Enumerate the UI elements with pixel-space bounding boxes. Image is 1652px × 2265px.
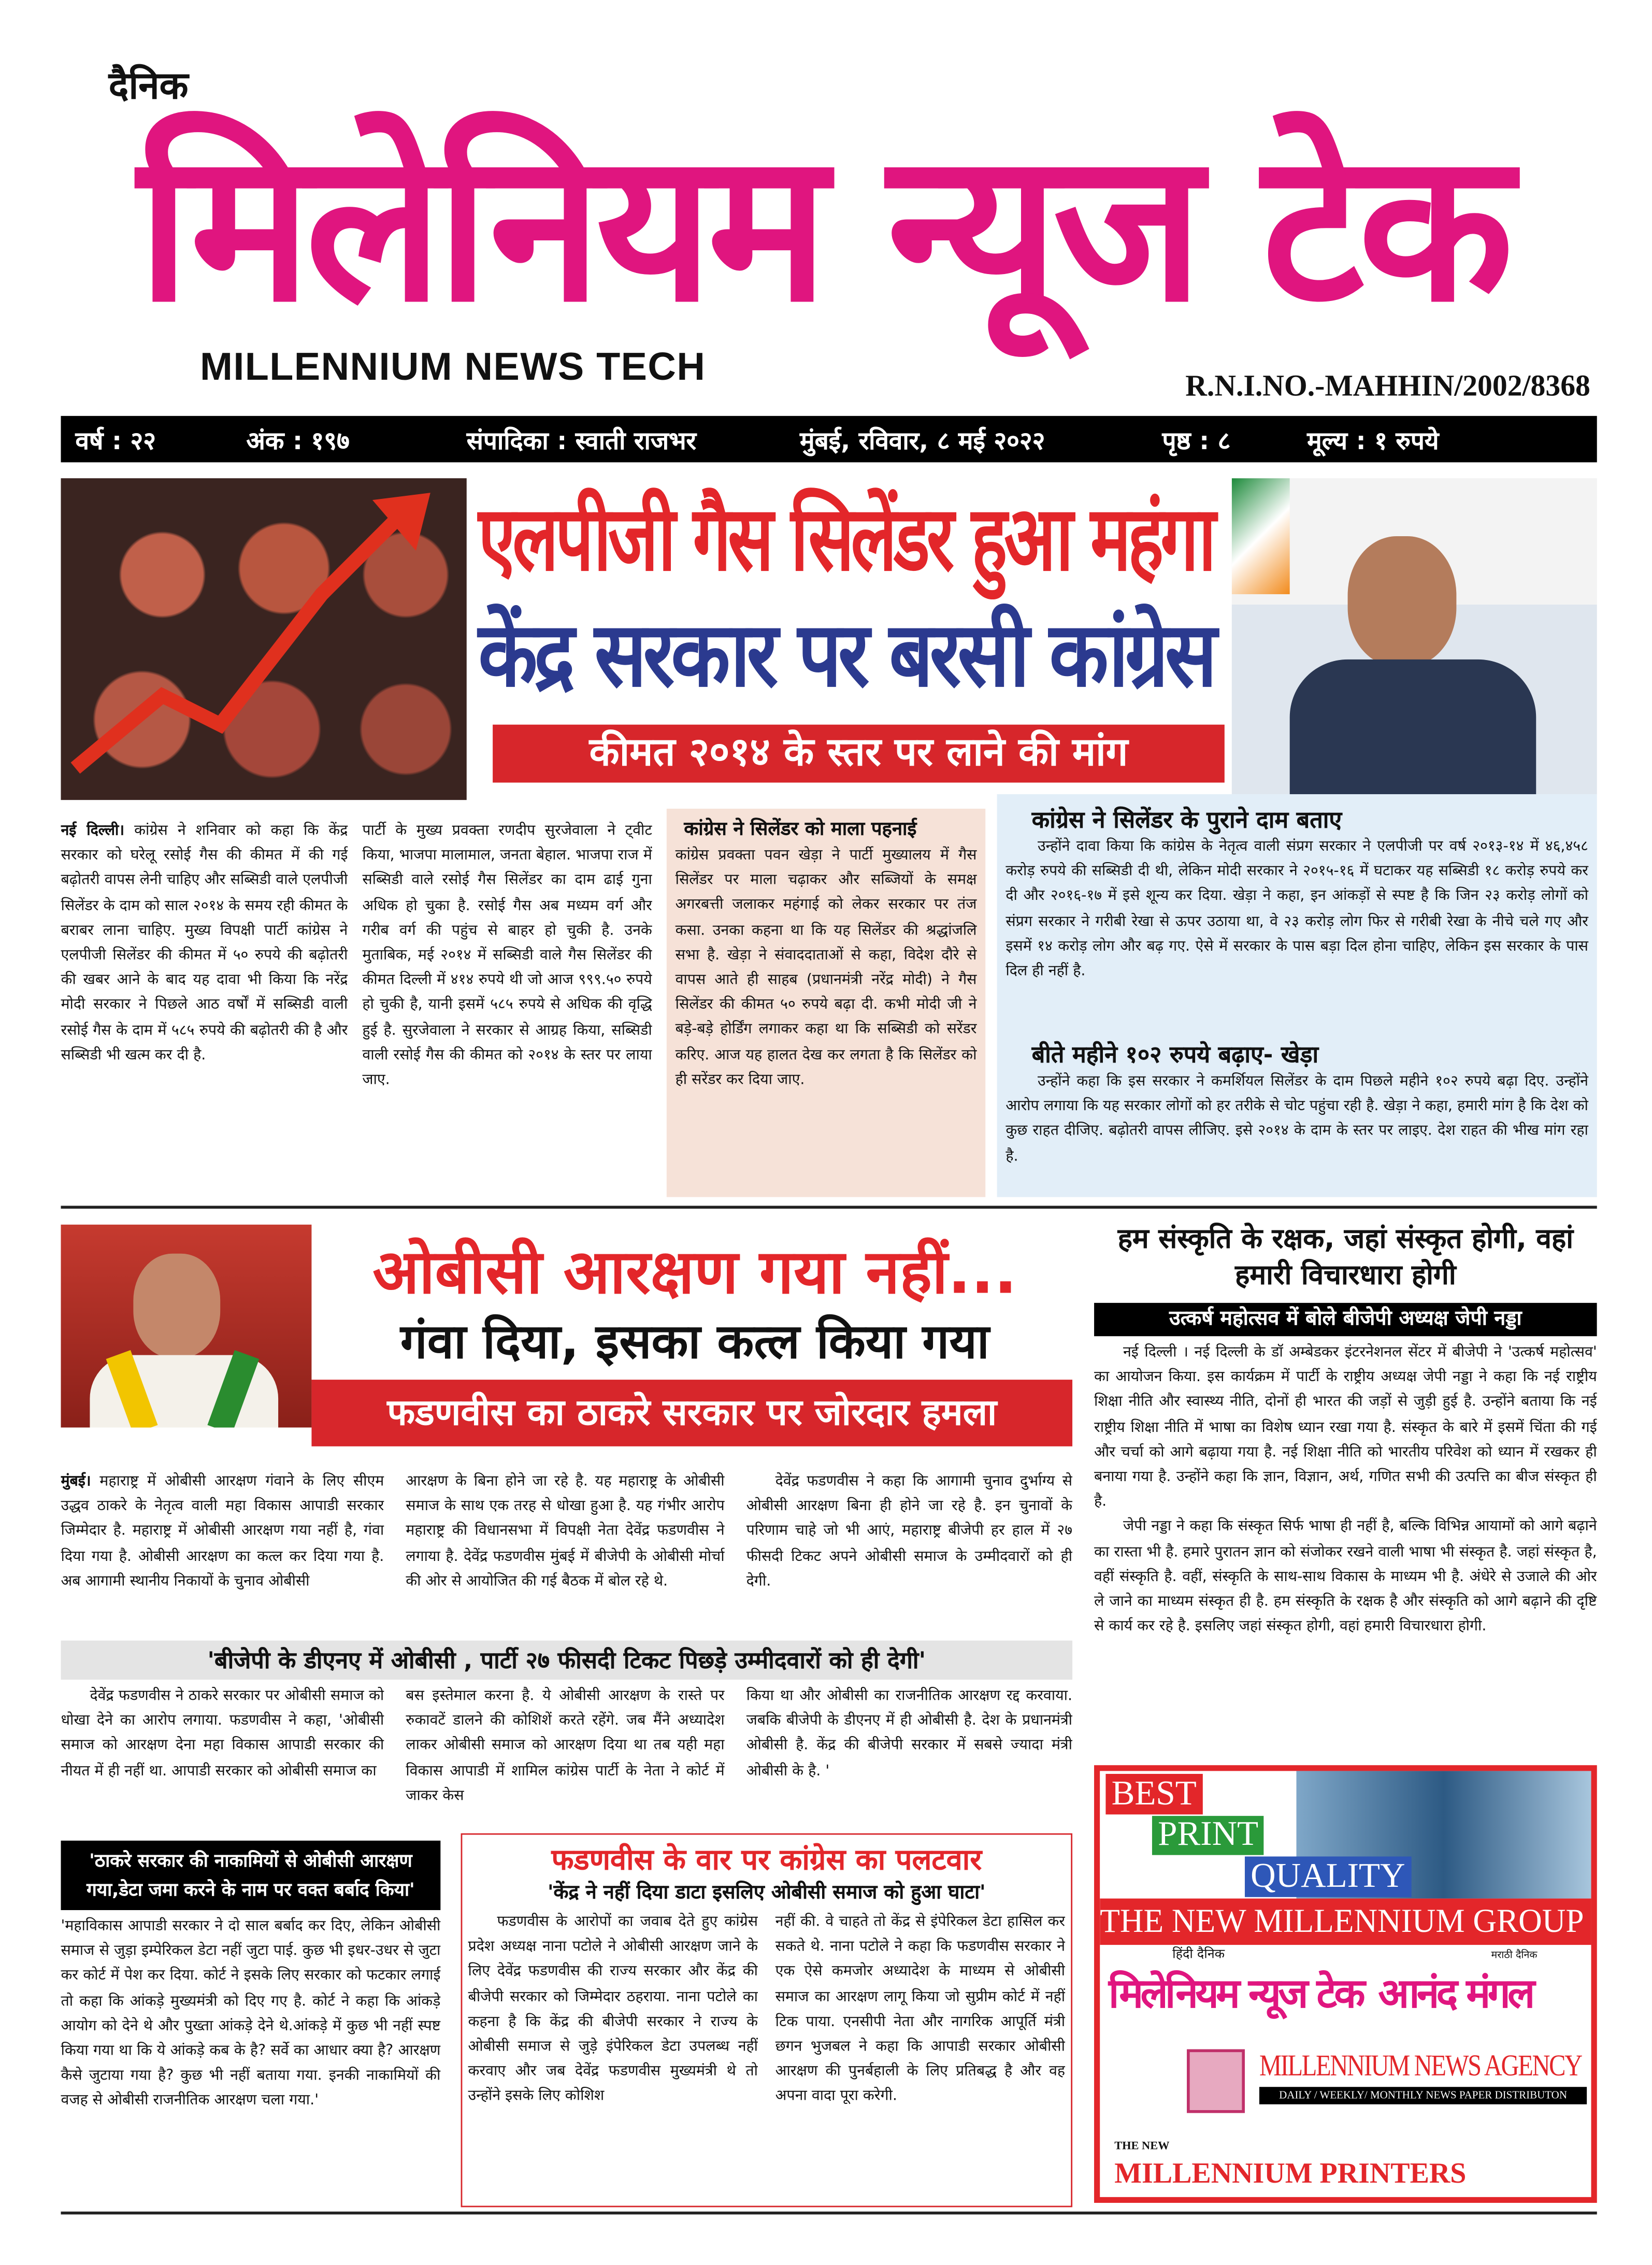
old-prices-sidebar [997,794,1597,1197]
masthead-daily-label: दैनिक [108,65,189,109]
fit-text: MILLENNIUM PRINTERS [1114,2158,1467,2190]
thackeray-box [61,1841,440,2206]
fit-text: 'केंद्र ने नहीं दिया डाटा इसलिए ओबीसी समाज को हुआ घाटा' [547,1881,986,1904]
old-prices-title [1032,803,1588,835]
congress-col1: फडणवीस के आरोपों का जवाब देते हुए कांग्रेस प्रदेश अध्यक्ष नाना पटोले ने ओबीसी आरक्षण जाने के लिए देवेंद्र फडणवीस की राज्य सरकार और केंद्र की बीजेपी सरकार को जिम्मेदार ठहराया. नाना पटोले का कहना है कि केंद्र की बीजेपी सरकार ने राज्य के ओबीसी समाज से जुड़े इंपेरिकल डेटा उपलब्ध नहीं करवाए और जब देवेंद्र फडणवीस मुख्यमंत्री थे तो उन्होंने इसके लिए कोशिश [468,1914,758,2105]
fit-text: THE NEW MILLENNIUM GROUP [1100,1902,1584,1939]
section-divider [61,1206,1597,1209]
page-count [1162,423,1293,456]
fit-text: केंद्र सरकार पर बरसी कांग्रेस [478,601,1214,708]
price [1307,423,1583,456]
garland-title [684,814,976,840]
congress-col2: नहीं की. वे चाहते तो केंद्र से इंपेरिकल डेटा हासिल कर सकते थे. नाना पटोले ने कहा कि फडणवीस सरकार ने एक ऐसे कमजोर अध्यादेश के माध्यम से ओबीसी समाज का आरक्षण लागू किया जो सुप्रीम कोर्ट में नहीं टिक पाया. एनसीपी नेता और नागरिक आपूर्ति मंत्री छगन भुजबल ने कहा कि आपाडी सरकार ओबीसी आरक्षण की पुनर्बहाली के लिए प्रतिबद्ध है और वह अपना वादा पूरा करेगी. [775,1914,1066,2105]
fit-text: बीते महीने १०२ रुपये बढ़ाए- खेड़ा [1031,1040,1319,1068]
fit-text: कांग्रेस ने सिलेंडर को माला पहनाई [684,819,917,841]
fit-text: मूल्य : १ रुपये [1307,427,1439,457]
ad-group [1100,1899,1591,1945]
price-hike-subhead [1032,1038,1588,1070]
dateline [800,423,1147,456]
fit-text: वर्ष : २२ [75,427,156,457]
millennium-group-ad [1094,1765,1597,2203]
ad-printers-the: THE NEW [1114,2139,1170,2153]
fit-text: DAILY / WEEKLY/ MONTHLY NEWS PAPER DISTRIBUTON [1279,2088,1567,2102]
lead-headline [478,481,1225,597]
garland-sidebar [667,809,985,1197]
year [75,423,232,456]
fit-text: MILLENNIUM NEWS AGENCY [1259,2047,1582,2083]
lead-banner [493,725,1225,783]
congress-box [461,1833,1073,2207]
rising-arrow-icon [61,478,466,800]
lead-subheadline [478,597,1225,713]
fit-text: फडणवीस का ठाकरे सरकार पर जोरदार हमला [387,1391,997,1433]
editor [467,423,785,456]
obc-col1 [61,1470,384,1635]
fadnavis-photo [61,1225,311,1428]
ad-logo-icon [1187,2049,1245,2113]
ad-marathi-paper [1378,1965,1584,2023]
obc-pull-quote [61,1641,1072,1680]
dateline-label: मुंबई। [61,1473,91,1490]
obc-col6: किया था और ओबीसी का राजनीतिक आरक्षण रद्द करवाया. जबकि बीजेपी के डीएनए में ही ओबीसी है. देश के प्रधानमंत्री ओबीसी है. केंद्र की बीजेपी सरकार में सबसे ज्यादा मंत्री ओबीसी के है. ' [746,1688,1073,1780]
fit-text: संपादिका : स्वाती राजभर [466,427,696,457]
article-text: कांग्रेस ने शनिवार को कहा कि केंद्र सरकार को घरेलू रसोई गैस की कीमत में की गई बढ़ोतरी वापस लेनी चाहिए और सब्सिडी वाले एलपीजी सिलेंडर के दाम को साल २०१४ के समय रही कीमत के बराबर लाना चाहिए. मुख्य विपक्षी पार्टी कांग्रेस ने एलपीजी सिलेंडर की कीमत में ५० रुपये की बढ़ोतरी की खबर आने के बाद यह दावा भी किया कि नरेंद्र मोदी सरकार ने पिछले आठ वर्षों में सब्सिडी वाली रसोई गैस के दाम में ५८५ रुपये की बढ़ोतरी की है और सब्सिडी भी खत्म कर दी है. [61,823,348,1064]
obc-banner [311,1380,1072,1446]
fit-text: एलपीजी गैस सिलेंडर हुआ महंगा [478,485,1213,592]
obc-subheadline [322,1307,1068,1372]
fit-text: मिलेनियम न्यूज टेक [1109,1969,1362,2017]
ad-quality: QUALITY [1245,1856,1411,1897]
ad-print: PRINT [1152,1816,1264,1855]
thackeray-title: 'ठाकरे सरकार की नाकामियों से ओबीसी आरक्षण गया,डेटा जमा करने के नाम पर वक्त बर्बाद किया' [61,1841,440,1910]
lead-col1 [61,819,348,1199]
ad-agency [1259,2046,1587,2084]
bottom-rule [61,2212,1597,2214]
ad-agency-tag [1259,2087,1587,2104]
obc-col2: आरक्षण के बिना होने जा रहे है. यह महाराष्ट्र के ओबीसी समाज के साथ एक तरह से धोखा हुआ है. यह गंभीर आरोप महाराष्ट्र की विधानसभा में विपक्षी नेता देवेंद्र फडणवीस ने लगाया है. देवेंद्र फडणवीस मुंबई में बीजेपी के ओबीसी मोर्चा की ओर से आयोजित की गई बैठक में बोल रहे थे. [406,1473,725,1590]
fit-text: उत्कर्ष महोत्सव में बोले बीजेपी अध्यक्ष जेपी नड्डा [1169,1307,1522,1331]
congress-title [469,1841,1064,1879]
old-prices-text: उन्होंने दावा किया कि कांग्रेस के नेतृत्व वाली संप्रग सरकार ने एलपीजी पर वर्ष २०१३-१४ में ४६,४५८ करोड़ रुपये की सब्सिडी दी थी, लेकिन मोदी सरकार ने २०१५-१६ में घटाकर यह सब्सिडी १८ करोड़ रुपये कर दी और २०१६-१७ में इसे शून्य कर दिया. खेड़ा ने कहा, इन आंकड़ों से स्पष्ट है कि जिन २३ करोड़ लोगों को संप्रग सरकार ने गरीबी रेखा से ऊपर उठाया था, वे २३ करोड़ लोग फिर से गरीबी रेखा के नीचे चले गए और इसमें १४ करोड़ लोग और बढ़ गए. ऐसे में सरकार के पास बड़ा दिल होना चाहिए, लेकिन इस सरकार के पास दिल ही नहीं है. [1005,839,1588,980]
price-hike-text: उन्होंने कहा कि इस सरकार ने कमर्शियल सिलेंडर के दाम पिछले महीने १०२ रुपये बढ़ा दिए. उन्होंने आरोप लगाया कि यह सरकार लोगों को हर तरीके से चोट पहुंचा रही है. खेड़ा ने कहा, हमारी मांग है कि देश को कुछ राहत दीजिए. बढ़ोतरी वापस लीजिए. इसे २०१४ के दाम के स्तर पर लाइए. देश राहत की भीख मांग रहा है. [1005,1073,1588,1165]
cylinders-photo [61,478,466,800]
obc-col5: बस इस्तेमाल करना है. ये ओबीसी आरक्षण के रास्ते पर रुकावटें डालने की कोशिशें करते रहेंगे. जब मैंने अध्यादेश लाकर ओबीसी समाज को आरक्षण दिया था तब यही महा विकास आपाडी में शामिल कांग्रेस पार्टी के नेता ने कोर्ट में जाकर केस [406,1688,725,1804]
ad-hindi-label: हिंदी दैनिक [1172,1947,1225,1962]
fit-text: कीमत २०१४ के स्तर पर लाने की मांग [589,730,1128,776]
sanskrit-kicker [1094,1303,1597,1336]
masthead-english [200,345,780,390]
sanskrit-headline: हम संस्कृति के रक्षक, जहां संस्कृत होगी, वहां हमारी विचारधारा होगी [1117,1223,1574,1292]
masthead-title [138,102,1529,355]
fit-text: अंक : १९७ [246,427,350,457]
info-bar [61,416,1597,463]
ad-marathi-label: मराठी दैनिक [1491,1949,1538,1961]
spokesperson-photo [1232,478,1597,794]
fit-text: R.N.I.NO.-MAHHIN/2002/8368 [1185,368,1590,403]
fit-text: गंवा दिया, इसका कत्ल किया गया [400,1313,989,1370]
sanskrit-p2: जेपी नड्डा ने कहा कि संस्कृत सिर्फ भाषा ही नहीं है, बल्कि विभिन्न आयामों को आगे बढ़ाने का रास्ता भी है. हमारे पुरातन ज्ञान को संजोकर रखने वाली भाषा भी संस्कृत है. जहां संस्कृत है, वहीं संस्कृति है. वहीं, संस्कृति के साथ-साथ विकास के माध्यम भी है. अंधेरे से उजाले की ओर ले जाने का माध्यम संस्कृत ही है. हम संस्कृति के रक्षक है और संस्कृति को आगे बढ़ाने की दृष्टि से कार्य कर रहे है. इसलिए जहां संस्कृत होगी, वहां हमारी विचारधारा होगी. [1094,1519,1597,1636]
rni-number [1185,368,1597,405]
thackeray-text: 'महाविकास आपाडी सरकार ने दो साल बर्बाद कर दिए, लेकिन ओबीसी समाज से जुड़ा इम्पेरिकल डेटा नहीं जुटा पाई. कुछ भी इधर-उधर से जुटा कर कोर्ट में पेश कर दिया. कोर्ट ने इसके लिए सरकार को फटकार लगाई तो कहा कि आंकड़े मुख्यमंत्री को दिए गए है. कोर्ट ने कहा कि आंकड़े आयोग को देने थे और पुख्ता आंकड़े देने थे.आंकड़े में कुछ भी नहीं स्पष्ट किया गया था कि ये आंकड़े कब के है? सर्वे का आधार क्या है? आरक्षण कैसे जुटाया गया है? कुछ भी नहीं बताया गया. इनकी नाकामियों की वजह से ओबीसी राजनीतिक आरक्षण चला गया.' [61,1918,441,2110]
ad-printers [1114,2157,1578,2191]
fit-text: आनंद मंगल [1378,1969,1532,2017]
fit-text: MILLENNIUM NEWS TECH [200,345,706,389]
sanskrit-story [1094,1222,1597,1755]
fit-text: ओबीसी आरक्षण गया नहीं... [372,1236,1017,1308]
fit-text: पृष्ठ : ८ [1162,427,1231,457]
obc-col4: देवेंद्र फडणवीस ने ठाकरे सरकार पर ओबीसी समाज को धोखा देने का आरोप लगाया. फडणवीस ने कहा, 'ओबीसी समाज को आरक्षण देना महा विकास आपाडी सरकार की नीयत में ही नहीं था. आपाडी सरकार को ओबीसी समाज का [61,1688,384,1780]
sanskrit-p1: नई दिल्ली । नई दिल्ली के डॉ अम्बेडकर इंटरनेशनल सेंटर में बीजेपी ने 'उत्कर्ष महोत्सव' का आयोजन किया. इस कार्यक्रम में पार्टी के राष्ट्रीय अध्यक्ष जेपी नड्डा ने कहा कि नई राष्ट्रीय शिक्षा नीति और स्वास्थ्य नीति, दोनों ही भारत की जड़ों से जुड़ी हुई है. उन्होंने बताया कि नई राष्ट्रीय शिक्षा नीति में भाषा का विशेष ध्यान रखा गया है. संस्कृत के बारे में इसमें चिंता की गई और चर्चा को आगे बढ़ाया गया है. नई शिक्षा नीति को भारतीय परिवेश को ध्यान में रखकर ही बनाया गया है. उन्होंने कहा कि ज्ञान, विज्ञान, अर्थ, गणित सभी की उत्पत्ति का बीज संस्कृत ही है. [1094,1344,1597,1511]
obc-headline [322,1229,1068,1311]
garland-text: कांग्रेस प्रवक्ता पवन खेड़ा ने पार्टी मुख्यालय में गैस सिलेंडर पर माला चढ़ाकर और सब्जियों के समक्ष अगरबत्ती जलाकर महंगाई को लेकर सरकार पर तंज कसा. उनका कहना था कि यह सिलेंडर की श्रद्धांजलि सभा है. खेड़ा ने संवाददाताओं से कहा, विदेश दौरे से वापस आते ही साहब (प्रधानमंत्री नरेंद्र मोदी) ने गैस सिलेंडर की कीमत ५० रुपये बढ़ा दी. कभी मोदी जी ने बड़े-बड़े होर्डिंग लगाकर कहा था कि सब्सिडी को सरेंडर करिए. आज यह हालत देख कर लगता है कि सिलेंडर को ही सरेंडर कर दिया जाए. [675,848,977,1088]
obc-col3: देवेंद्र फडणवीस ने कहा कि आगामी चुनाव दुर्भाग्य से ओबीसी आरक्षण बिना ही होने जा रहे है. इन चुनावों के परिणाम चाहे जो भी आएं, महाराष्ट्र बीजेपी हर हाल में २७ फीसदी टिकट अपने ओबीसी समाज के उम्मीदवारों को ही देगी. [746,1473,1073,1590]
dateline-label: नई दिल्ली। [61,823,125,839]
article-text: महाराष्ट्र में ओबीसी आरक्षण गंवाने के लिए सीएम उद्धव ठाकरे के नेतृत्व वाली महा विकास आपाडी सरकार जिम्मेदार है. महाराष्ट्र में ओबीसी आरक्षण गया नहीं है, गंवा दिया गया है. ओबीसी आरक्षण का कत्ल कर दिया गया है. अब आगामी स्थानीय निकायों के चुनाव ओबीसी [61,1473,384,1590]
congress-subtitle [469,1878,1064,1907]
ad-best: BEST [1105,1774,1202,1814]
fit-text: कांग्रेस ने सिलेंडर के पुराने दाम बताए [1031,806,1342,834]
fit-text: 'बीजेपी के डीएनए में ओबीसी , पार्टी २७ फीसदी टिकट पिछड़े उम्मीदवारों को ही देगी' [207,1646,926,1674]
lead-col2: पार्टी के मुख्य प्रवक्ता रणदीप सुरजेवाला ने ट्वीट किया, भाजपा मालामाल, जनता बेहाल. भाजपा राज में सब्सिडी वाले रसोई गैस सिलेंडर का दाम ढाई गुना अधिक हो चुका है. रसोई गैस अब मध्यम वर्ग और गरीब वर्ग की पहुंच से बाहर हो चुकी है. उनके मुताबिक, मई २०१४ में सब्सिडी वाले गैस सिलेंडर की कीमत दिल्ली में ४१४ रुपये थी जो आज ९९९.५० रुपये हो चुकी है, यानी इसमें ५८५ रुपये से अधिक की वृद्धि हुई है. सुरजेवाला ने सरकार से आग्रह किया, सब्सिडी वाली रसोई गैस की कीमत को २०१४ के स्तर पर लाया जाए. [362,823,652,1088]
fit-text: मुंबई, रविवार, ८ मई २०२२ [800,427,1045,457]
fit-text: फडणवीस के वार पर कांग्रेस का पलटवार [551,1842,982,1877]
fit-text: मिलेनियम न्यूज टेक [137,108,1508,348]
ad-hindi-paper [1109,1965,1370,2023]
issue [247,423,452,456]
